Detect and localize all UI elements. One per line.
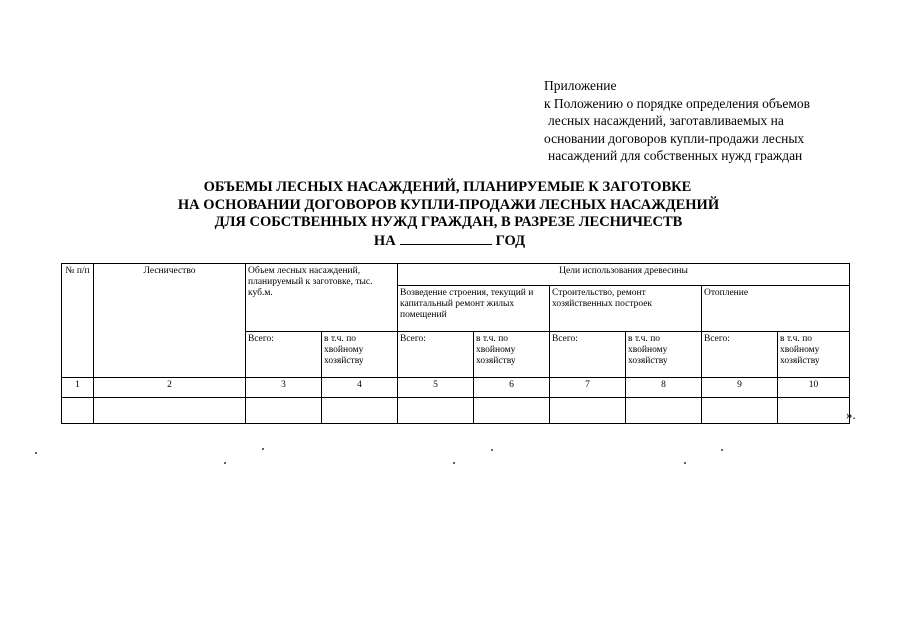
scan-speck [35,452,37,454]
subheader-total: Всего: [398,332,474,378]
scan-speck [684,462,686,464]
column-number: 9 [702,378,778,398]
table-cell [626,398,702,424]
table-cell [94,398,246,424]
header-outbuildings: Строительство, ремонт хозяйственных построек [550,286,702,332]
table-cell [550,398,626,424]
column-number: 8 [626,378,702,398]
title-year-line [0,232,905,251]
appendix-line: Приложение [544,78,617,93]
subheader-total: Всего: [702,332,778,378]
column-number: 10 [778,378,850,398]
table-cell [702,398,778,424]
year-blank-field [400,232,492,245]
appendix-line: к Положению о порядке определения объемов [544,95,811,111]
empty-data-row [62,398,850,424]
table-cell [62,398,94,424]
subheader-conifer: в т.ч. по хвойному хозяйству [322,332,398,378]
appendix-line: насаждений для собственных нужд граждан [548,148,803,163]
title-line: ДЛЯ СОБСТВЕННЫХ НУЖД ГРАЖДАН, В РАЗРЕЗЕ ЛЕСНИЧЕСТВ [214,214,683,230]
table-cell [474,398,550,424]
table-cell [322,398,398,424]
column-number: 4 [322,378,398,398]
column-number: 6 [474,378,550,398]
scan-speck [491,449,493,451]
subheader-total: Всего: [550,332,626,378]
column-number: 1 [62,378,94,398]
subheader-total: Всего: [246,332,322,378]
title-year-suffix: ГОД [495,232,526,249]
column-number: 3 [246,378,322,398]
scan-speck [262,448,264,450]
table-cell [246,398,322,424]
table-cell [398,398,474,424]
scan-speck [721,449,723,451]
subheader-conifer: в т.ч. по хвойному хозяйству [778,332,850,378]
appendix-note [544,77,864,165]
header-heating: Отопление [702,286,850,332]
scan-speck [224,462,226,464]
header-purposes: Цели использования древесины [398,264,850,286]
column-number: 2 [94,378,246,398]
appendix-line: основании договоров купли-продажи лесных [544,130,805,146]
document-title [0,179,905,250]
title-line: ОБЪЕМЫ ЛЕСНЫХ НАСАЖДЕНИЙ, ПЛАНИРУЕМЫЕ К ЗАГОТОВКЕ [203,179,692,195]
title-year-prefix: НА [373,232,396,249]
appendix-line: лесных насаждений, заготавливаемых на [548,113,784,128]
subheader-conifer: в т.ч. по хвойному хозяйству [626,332,702,378]
header-residential-construction: Возведение строения, текущий и капитальный ремонт жилых помещений [398,286,550,332]
header-forestry: Лесничество [94,264,246,378]
title-line: НА ОСНОВАНИИ ДОГОВОРОВ КУПЛИ-ПРОДАЖИ ЛЕСНЫХ НАСАЖДЕНИЙ [177,196,720,213]
volumes-table [61,263,850,424]
header-volume: Объем лесных насаждений, планируемый к заготовке, тыс. куб.м. [246,264,398,332]
header-number: № п/п [62,264,94,378]
column-number: 7 [550,378,626,398]
table-cell [778,398,850,424]
column-number: 5 [398,378,474,398]
column-number-row [62,378,850,398]
closing-quote: ». [846,407,856,422]
subheader-conifer: в т.ч. по хвойному хозяйству [474,332,550,378]
scan-speck [453,462,455,464]
